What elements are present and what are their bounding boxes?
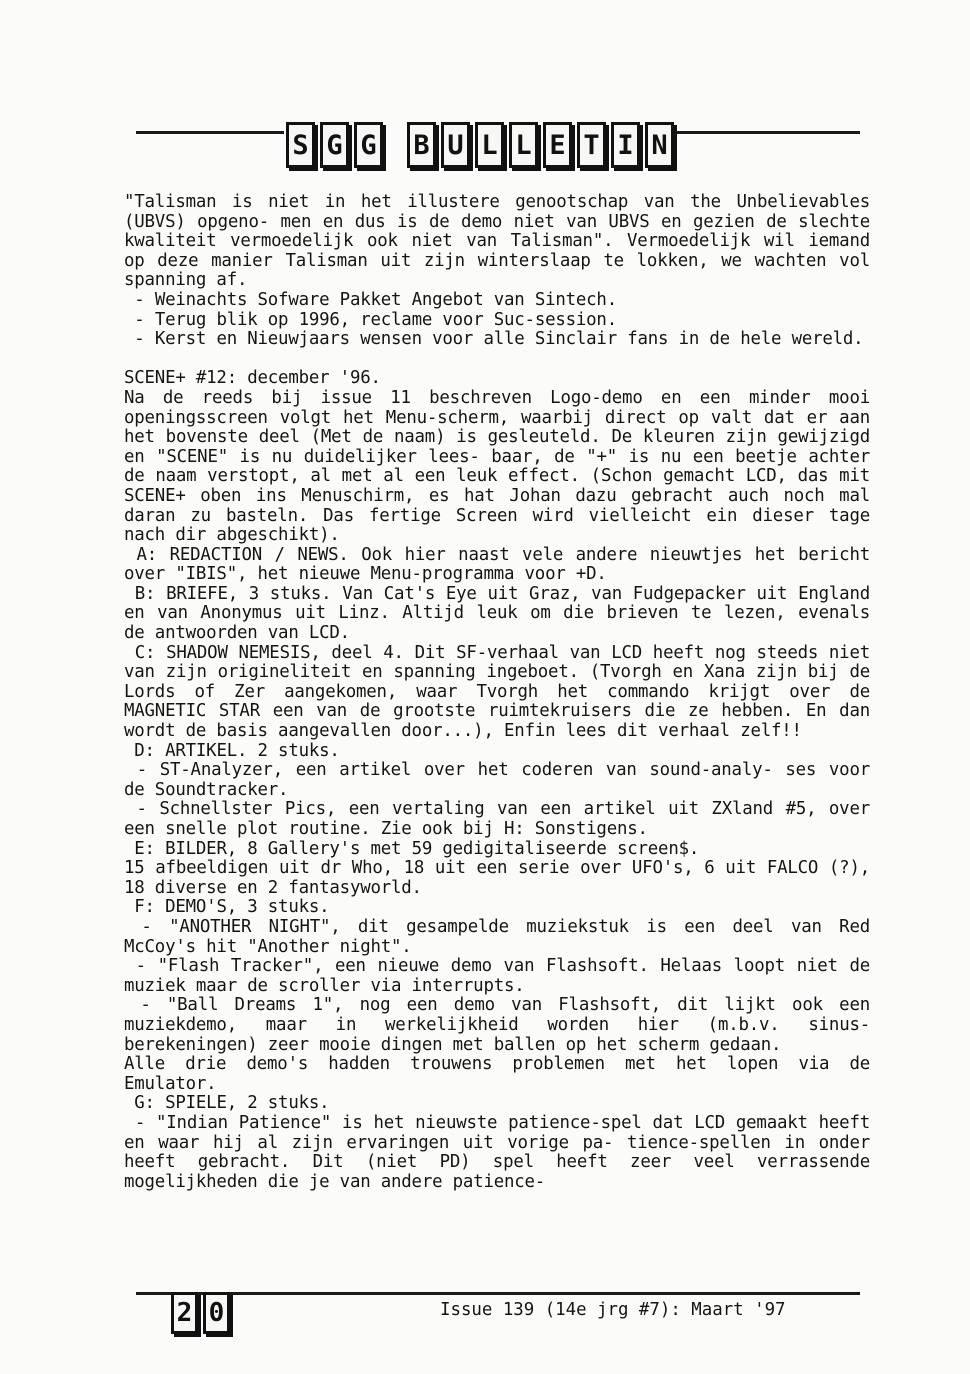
paragraph: - "Ball Dreams 1", nog een demo van Flashsoft, dit lijkt ook een muziekdemo, maar in werkelijkheid worden hier (m.b.v. sinus-berekeningen) zeer mooie dingen met ballen op het scherm gedaan. <box>124 995 881 1055</box>
masthead-letter: S <box>286 122 315 168</box>
paragraph: C: SHADOW NEMESIS, deel 4. Dit SF-verhaal van LCD heeft nog steeds niet van zijn origineliteit en spanning ingeboet. (Tvorgh en Xana zijn bij de Lords of Zer aangekomen, waar Tvorgh het commando krijgt over de MAGNETIC STAR een van de grootste ruimtekruisers die ze hebben. En dan wordt de basis aangevallen door...), Enfin lees dit verhaal zelf!! <box>124 642 881 742</box>
article-body <box>124 192 881 1192</box>
masthead-letter: E <box>543 122 572 168</box>
masthead-letter: T <box>577 122 606 168</box>
masthead-letter: L <box>475 122 504 168</box>
paragraph: A: REDACTION / NEWS. Ook hier naast vele andere nieuwtjes het bericht over "IBIS", het nieuwe Menu-programma voor +D. <box>124 544 881 585</box>
paragraph: - "Indian Patience" is het nieuwste patience-spel dat LCD gemaakt heeft en waar hij al zijn ervaringen uit vorige pa- tience-spellen in onder heeft gebracht. Dit (niet PD) spel heeft zeer veel verrassende mogelijkheden die je van andere patience- <box>124 1112 881 1192</box>
paragraph: E: BILDER, 8 Gallery's met 59 gedigitaliseerde screen$. <box>124 838 700 859</box>
issue-line: Issue 139 (14e jrg #7): Maart '97 <box>440 1300 786 1320</box>
paragraph: - Weinachts Sofware Pakket Angebot van Sintech. <box>124 289 617 310</box>
paragraph: - "Flash Tracker", een nieuwe demo van Flashsoft. Helaas loopt niet de muziek maar de scroller via interrupts. <box>124 956 881 996</box>
page-number <box>171 1292 230 1334</box>
paragraph: Na de reeds bij issue 11 beschreven Logo-demo en een minder mooi openingsscreen volgt het Menu-scherm, waarbij direct op valt dat er aan het bovenste deel (Met de naam) is gesleuteld. De kleuren zijn gewijzigd en "SCENE" is nu duidelijker lees- baar, de "+" is nu een beetje achter de naam verstopt, al met al een leuk effect. (Schon gemacht LCD, das mit SCENE+ oben ins Menuschirm, es hat Johan dazu gebracht auch noch mal daran zu basteln. Das fertige Screen wird vielleicht ein dieser tage nach dir abgeschikt). <box>124 387 881 546</box>
masthead-letter: U <box>441 122 470 168</box>
footer-rule <box>136 1292 860 1295</box>
masthead-letter: B <box>407 122 436 168</box>
paragraph: F: DEMO'S, 3 stuks. <box>124 897 330 918</box>
paragraph-spacer <box>124 350 870 370</box>
paragraph: G: SPIELE, 2 stuks. <box>124 1093 330 1114</box>
masthead-letter: L <box>509 122 538 168</box>
paragraph: - "ANOTHER NIGHT", dit gesampelde muziekstuk is een deel van Red McCoy's hit "Another night". <box>124 916 881 957</box>
masthead-letter: G <box>354 122 383 168</box>
paragraph: - Schnellster Pics, een vertaling van een artikel uit ZXland #5, over een snelle plot routine. Zie ook bij H: Sonstigens. <box>124 799 881 839</box>
masthead-letter: I <box>611 122 640 168</box>
paragraph: D: ARTIKEL. 2 stuks. <box>124 740 340 761</box>
header-rule-right <box>664 131 860 134</box>
masthead <box>286 122 674 168</box>
paragraph: - Kerst en Nieuwjaars wensen voor alle Sinclair fans in de hele wereld. <box>124 329 864 350</box>
paragraph: "Talisman is niet in het illustere genootschap van the Unbelievables (UBVS) opgeno- men en dus is de demo niet van UBVS en gezien de slechte kwaliteit vermoedelijk ook niet van Talisman". Vermoedelijk wil iemand op deze manier Talisman uit zijn winterslaap te lokken, we wachten vol spanning af. <box>124 192 881 291</box>
paragraph: - Terug blik op 1996, reclame voor Suc-session. <box>124 309 617 330</box>
paragraph: Alle drie demo's hadden trouwens problemen met het lopen via de Emulator. <box>124 1054 881 1094</box>
masthead-letter: G <box>320 122 349 168</box>
paragraph: - ST-Analyzer, een artikel over het coderen van sound-analy- ses voor de Soundtracker. <box>124 760 881 800</box>
paragraph: 15 afbeeldigen uit dr Who, 18 uit een serie over UFO's, 6 uit FALCO (?), 18 diverse en 2 fantasyworld. <box>124 858 881 898</box>
masthead-letter: N <box>645 122 674 168</box>
paragraph: B: BRIEFE, 3 stuks. Van Cat's Eye uit Graz, van Fudgepacker uit England en van Anonymus uit Linz. Altijd leuk om die brieven te lezen, evenals de antwoorden van LCD. <box>124 583 881 644</box>
header-rule-left <box>136 131 284 134</box>
paragraph: SCENE+ #12: december '96. <box>124 368 381 389</box>
page-digit: 0 <box>203 1292 230 1334</box>
page-digit: 2 <box>171 1292 198 1334</box>
